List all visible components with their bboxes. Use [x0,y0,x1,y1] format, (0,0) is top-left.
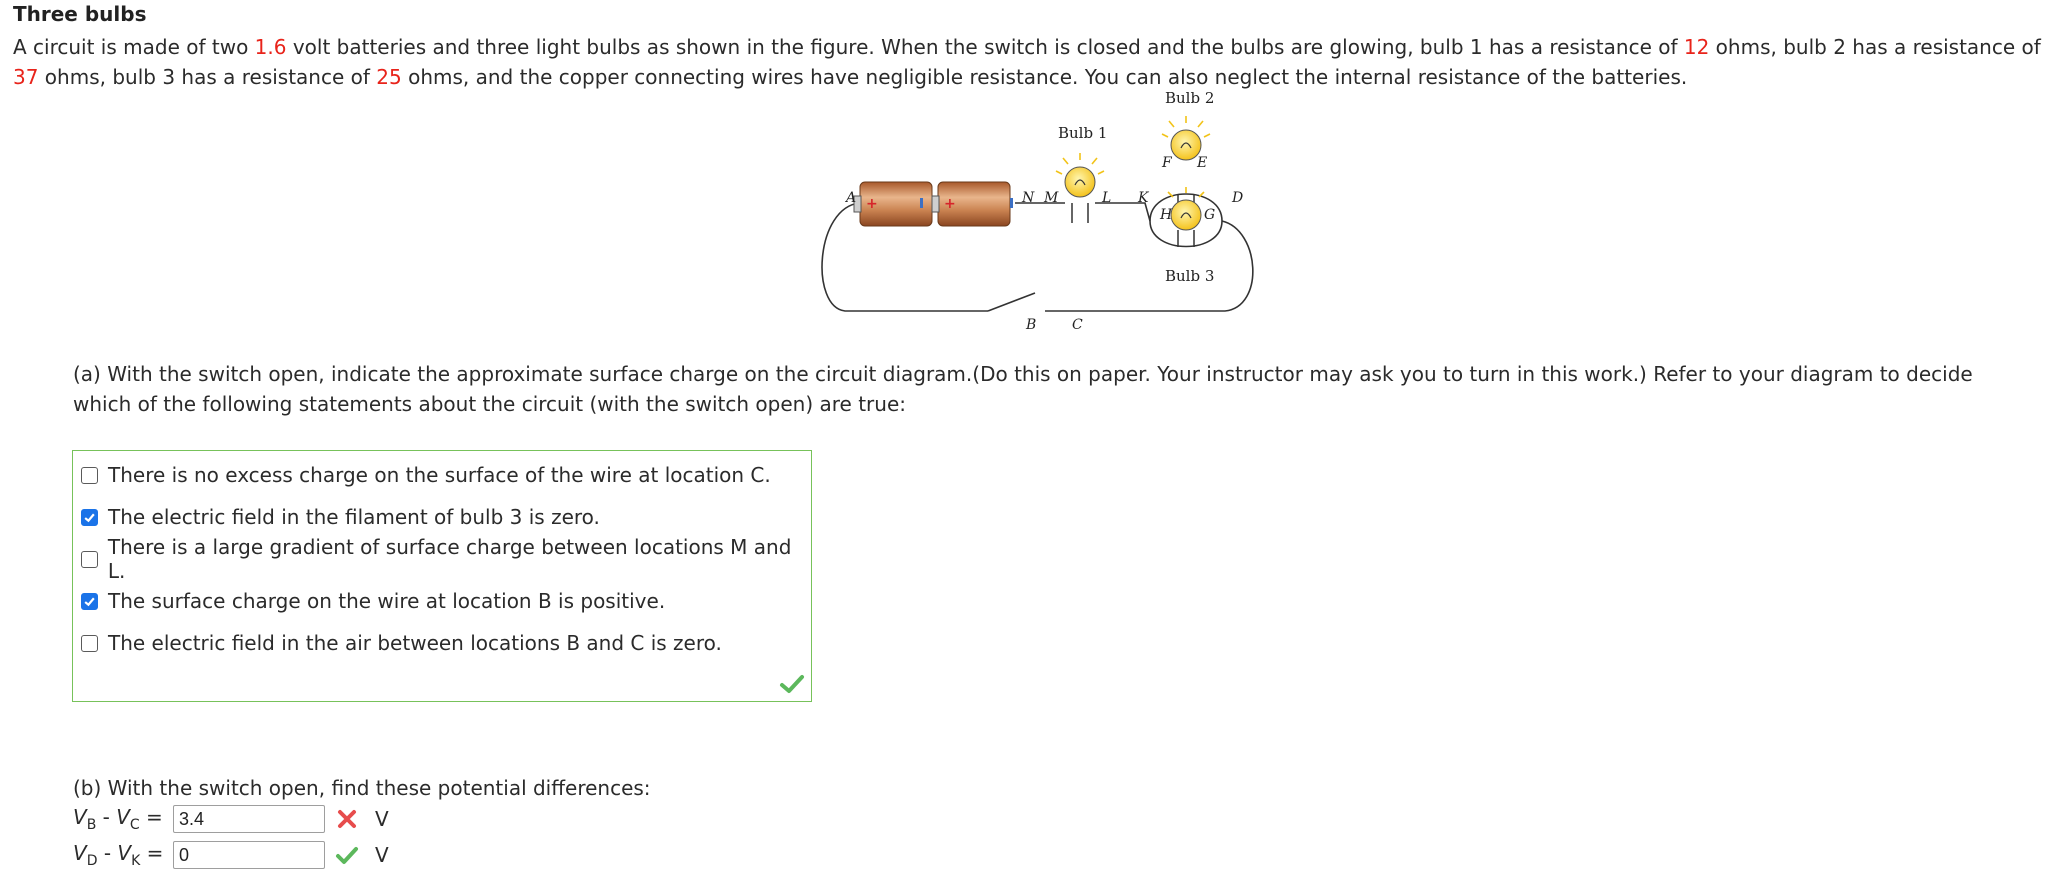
vd-vk-label: $V_D - V_K$ = [73,841,164,869]
part-b-prompt: (b) With the switch open, find these potential differences: [73,776,651,800]
point-k-label: K [1138,190,1149,206]
point-n-label: N [1022,190,1035,206]
choice-label: The electric field in the air between locations B and C is zero. [108,631,722,655]
bulb1-resistance-value: 12 [1683,35,1710,59]
bulb3-resistance-value: 25 [376,65,402,89]
battery-1 [854,182,932,226]
bulb2-label: Bulb 2 [1165,89,1215,107]
choice-label: There is a large gradient of surface charge between locations M and L. [107,535,792,583]
point-b-label: B [1026,317,1037,333]
checkbox[interactable] [81,467,98,484]
checkbox[interactable] [81,635,98,652]
problem-title: Three bulbs [13,2,147,26]
point-a-label: A [846,190,857,206]
problem-intro: A circuit is made of two 1.6 volt batteries and three light bulbs as shown in the figure. When the switch is closed and the bulbs are glowing, bulb 1 has a resistance of 12 ohms, bulb 2 has a resistance of 37 ohms, bulb 3 has a resistance of 25 ohms, and the copper connecting wires have negligible resistance. You can also neglect the internal resistance of the batteries. [13,35,2041,89]
choice-0[interactable] [81,463,771,487]
point-h-label: H [1160,207,1173,223]
correct-check-icon [333,841,361,869]
bulb1-label: Bulb 1 [1058,124,1108,142]
choice-3[interactable] [81,589,665,613]
checkbox-checked[interactable] [81,593,98,610]
vb-vc-label: $V_B - V_C$ = [73,805,163,833]
vd-vk-unit: V [375,843,389,867]
checkbox[interactable] [81,551,98,568]
svg-text:+: + [866,196,878,212]
point-c-label: C [1072,317,1083,333]
bulb-1 [1056,153,1104,223]
point-d-label: D [1232,190,1244,206]
point-l-label: L [1102,190,1112,206]
vd-vk-input[interactable]: 0 [173,841,325,869]
choice-label: The surface charge on the wire at location B is positive. [108,589,666,613]
checkbox-checked[interactable] [81,509,98,526]
incorrect-x-icon [333,805,361,833]
bulb2-resistance-value: 37 [13,65,39,89]
part-a-prompt: (a) With the switch open, indicate the approximate surface charge on the circuit diagram.(Do this on paper. Your instructor may ask you to turn in this work.) Refer to your diagram to decide which of the following statements about the circuit (with the switch open) are true: [73,362,1973,416]
choice-label: There is no excess charge on the surface of the wire at location C. [108,463,771,487]
vd-vk-row [73,839,389,871]
vb-vc-unit: V [375,807,389,831]
point-m-label: M [1044,190,1059,206]
bulb3-label: Bulb 3 [1165,267,1215,285]
correct-check-icon [779,673,805,695]
point-g-label: G [1204,207,1216,223]
circuit-diagram [810,85,1280,340]
choice-label: The electric field in the filament of bulb 3 is zero. [108,505,600,529]
choice-2[interactable] [81,535,811,583]
vb-vc-input[interactable]: 3.4 [173,805,325,833]
svg-text:+: + [944,196,956,212]
point-e-label: E [1197,155,1208,171]
choice-1[interactable] [81,505,600,529]
battery-voltage-value: 1.6 [254,35,287,59]
part-a-choices [72,450,812,702]
battery-2 [932,182,1013,226]
vb-vc-row [73,803,389,835]
point-f-label: F [1162,155,1172,171]
choice-4[interactable] [81,631,722,655]
